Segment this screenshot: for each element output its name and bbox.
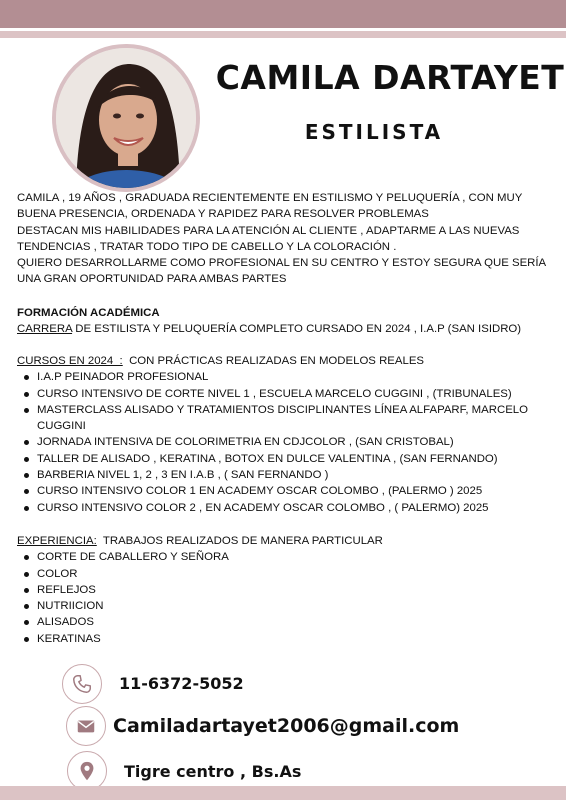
top-accent-stripe bbox=[0, 31, 566, 38]
list-item: NUTRIICION bbox=[37, 598, 547, 614]
summary-line: QUIERO DESARROLLARME COMO PROFESIONAL EN SU CENTRO Y ESTOY SEGURA QUE SERÍA UNA GRAN OPORTUNIDAD PARA AMBAS PARTES bbox=[17, 257, 546, 286]
list-item: I.A.P PEINADOR PROFESIONAL bbox=[37, 369, 547, 385]
education-line bbox=[17, 321, 547, 337]
list-item: ALISADOS bbox=[37, 614, 547, 630]
summary-line: CAMILA , 19 AÑOS , GRADUADA RECIENTEMENTE EN ESTILISMO Y PELUQUERÍA , CON MUY BUENA PRESENCIA, ORDENADA Y RAPIDEZ PARA RESOLVER PROBLEMAS bbox=[17, 192, 523, 221]
courses-heading bbox=[17, 353, 547, 369]
list-item: CURSO INTENSIVO COLOR 1 EN ACADEMY OSCAR COLOMBO , (PALERMO ) 2025 bbox=[37, 483, 547, 499]
list-item: JORNADA INTENSIVA DE COLORIMETRIA EN CDJCOLOR , (SAN CRISTOBAL) bbox=[37, 434, 547, 450]
experience-intro: TRABAJOS REALIZADOS DE MANERA PARTICULAR bbox=[96, 535, 383, 547]
list-item: COLOR bbox=[37, 566, 547, 582]
experience-list bbox=[17, 549, 547, 647]
candidate-role: ESTILISTA bbox=[304, 120, 444, 144]
list-item: CURSO INTENSIVO COLOR 2 , EN ACADEMY OSCAR COLOMBO , ( PALERMO) 2025 bbox=[37, 500, 547, 516]
list-item: CURSO INTENSIVO DE CORTE NIVEL 1 , ESCUELA MARCELO CUGGINI , (TRIBUNALES) bbox=[37, 386, 547, 402]
courses-section bbox=[17, 353, 547, 516]
experience-section bbox=[17, 533, 547, 647]
bottom-accent-band bbox=[0, 786, 566, 800]
education-title: FORMACIÓN ACADÉMICA bbox=[17, 307, 160, 319]
list-item: CORTE DE CABALLERO Y SEÑORA bbox=[37, 549, 547, 565]
courses-intro: CON PRÁCTICAS REALIZADAS EN MODELOS REALES bbox=[122, 355, 425, 367]
courses-label: CURSOS EN 2024 : bbox=[17, 355, 123, 367]
education-label: CARRERA bbox=[17, 323, 73, 336]
courses-list bbox=[17, 369, 547, 516]
candidate-name: CAMILA DARTAYET bbox=[215, 58, 565, 97]
experience-heading bbox=[17, 533, 547, 549]
top-accent-band bbox=[0, 0, 566, 28]
location-text: Tigre centro , Bs.As bbox=[124, 762, 302, 781]
email-address[interactable]: Camiladartayet2006@gmail.com bbox=[113, 715, 460, 737]
list-item: MASTERCLASS ALISADO Y TRATAMIENTOS DISCIPLINANTES LÍNEA ALFAPARF, MARCELO CUGGINI bbox=[37, 402, 547, 435]
profile-summary bbox=[17, 190, 547, 288]
profile-photo bbox=[52, 44, 200, 192]
phone-number[interactable]: 11-6372-5052 bbox=[119, 674, 244, 693]
list-item: BARBERIA NIVEL 1, 2 , 3 EN I.A.B , ( SAN FERNANDO ) bbox=[37, 467, 547, 483]
phone-icon bbox=[62, 664, 102, 704]
map-pin-icon bbox=[67, 751, 107, 791]
experience-label: EXPERIENCIA: bbox=[17, 535, 97, 547]
education-section bbox=[17, 305, 547, 338]
list-item: TALLER DE ALISADO , KERATINA , BOTOX EN DULCE VALENTINA , (SAN FERNANDO) bbox=[37, 451, 547, 467]
envelope-icon bbox=[66, 706, 106, 746]
summary-line: DESTACAN MIS HABILIDADES PARA LA ATENCIÓN AL CLIENTE , ADAPTARME A LAS NUEVAS TENDENCIAS , TRATAR TODO TIPO DE CABELLO Y LA COLORACIÓN . bbox=[17, 224, 520, 253]
education-text: DE ESTILISTA Y PELUQUERÍA COMPLETO CURSADO EN 2024 , I.A.P (SAN ISIDRO) bbox=[72, 323, 522, 336]
list-item: KERATINAS bbox=[37, 631, 547, 647]
list-item: REFLEJOS bbox=[37, 582, 547, 598]
